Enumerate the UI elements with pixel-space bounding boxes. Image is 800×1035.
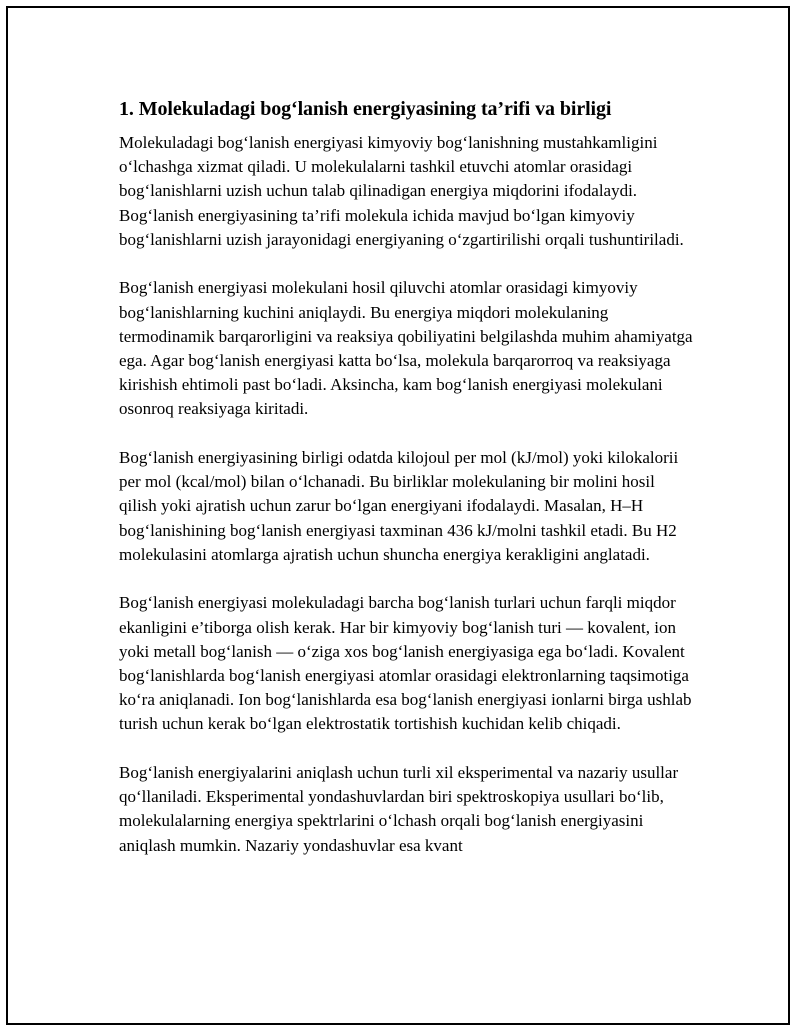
paragraph-3: Bog‘lanish energiyasining birligi odatda kilojoul per mol (kJ/mol) yoki kilokalorii per mol (kcal/mol) bilan o‘lchanadi. Bu birliklar molekulaning bir molini hosil qilish yoki ajratish uchun zarur bo‘lgan energiyani ifodalaydi. Masalan, H–H bog‘lanishining bog‘lanish energiyasi taxminan 436 kJ/molni tashkil etadi. Bu H2 molekulasini atomlarga ajratish uchun shuncha energiya kerakligini anglatadi.: [119, 448, 679, 564]
section-heading: 1. Molekuladagi bog‘lanish energiyasining ta’rifi va birligi: [119, 98, 612, 120]
paragraph-2: Bog‘lanish energiyasi molekulani hosil qiluvchi atomlar orasidagi kimyoviy bog‘lanishlarning kuchini aniqlaydi. Bu energiya miqdori molekulaning termodinamik barqarorligini va reaksiya qobiliyatini belgilashda muhim ahamiyatga ega. Agar bog‘lanish energiyasi katta bo‘lsa, molekula barqarorroq va reaksiyaga kirishish ehtimoli past bo‘ladi. Aksincha, kam bog‘lanish energiyasi molekulani osonroq reaksiyaga kiritadi.: [119, 278, 693, 419]
page-frame: [6, 6, 790, 1025]
paragraph-5: Bog‘lanish energiyalarini aniqlash uchun turli xil eksperimental va nazariy usullar qo‘llaniladi. Eksperimental yondashuvlardan biri spektroskopiya usullari bo‘lib, molekulalarning energiya spektrlarini o‘lchash orqali bog‘lanish energiyasini aniqlash mumkin. Nazariy yondashuvlar esa kvant: [119, 763, 679, 855]
paragraph-4: Bog‘lanish energiyasi molekuladagi barcha bog‘lanish turlari uchun farqli miqdor ekanligini e’tiborga olish kerak. Har bir kimyoviy bog‘lanish turi — kovalent, ion yoki metall bog‘lanish — o‘ziga xos bog‘lanish energiyasiga ega bo‘ladi. Kovalent bog‘lanishlarda bog‘lanish energiyasi atomlar orasidagi elektronlarning taqsimotiga ko‘ra aniqlanadi. Ion bog‘lanishlarda esa bog‘lanish energiyasi ionlarni birga ushlab turish uchun kerak bo‘lgan elektrostatik tortishish kuchidan kelib chiqadi.: [119, 593, 692, 734]
document-body: [119, 97, 694, 882]
paragraph-1: Molekuladagi bog‘lanish energiyasi kimyoviy bog‘lanishning mustahkamligini o‘lchashga xizmat qiladi. U molekulalarni tashkil etuvchi atomlar orasidagi bog‘lanishlarni uzish uchun talab qilinadigan energiya miqdorini ifodalaydi. Bog‘lanish energiyasining ta’rifi molekula ichida mavjud bo‘lgan kimyoviy bog‘lanishlarni uzish jarayonidagi energiyaning o‘zgartirilishi orqali tushuntiriladi.: [119, 133, 684, 249]
